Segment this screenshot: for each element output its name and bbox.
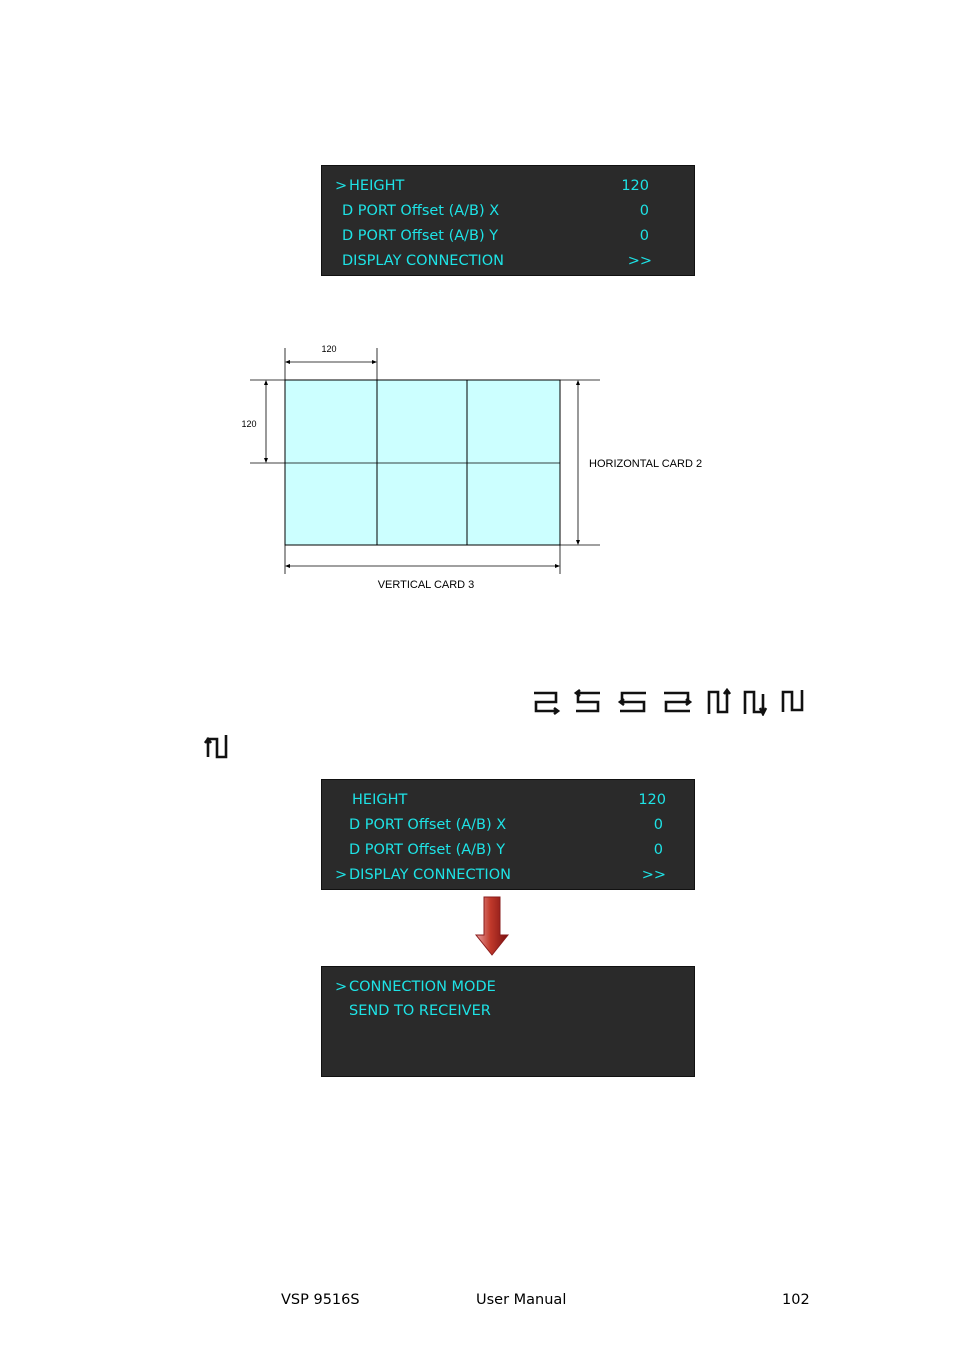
zigzag-up-icon[interactable] — [709, 690, 730, 714]
menu-row-value: 120 — [621, 178, 649, 194]
arrowhead — [264, 380, 268, 385]
menu-row-label: SEND TO RECEIVER — [349, 1003, 491, 1019]
footer-model: VSP 9516S — [281, 1292, 360, 1308]
snake-right-alt-icon[interactable] — [664, 693, 690, 711]
arrowhead — [576, 380, 580, 385]
menu-row-display-connection[interactable] — [322, 864, 694, 886]
arrowhead — [285, 360, 290, 364]
snake-right-icon[interactable] — [576, 690, 600, 711]
menu-row-value: >> — [641, 867, 666, 883]
menu-row-value: >> — [627, 253, 652, 269]
menu-row-label: CONNECTION MODE — [349, 979, 496, 995]
menu-row-connection-mode[interactable] — [322, 976, 694, 998]
arrowhead — [372, 360, 377, 364]
menu-row-label: D PORT Offset (A/B) Y — [342, 228, 499, 244]
menu-row-label: HEIGHT — [352, 792, 408, 808]
snake-left-icon[interactable] — [534, 693, 558, 714]
horizontal-card-label: HORIZONTAL CARD 2 — [589, 458, 703, 470]
connection-mode-icons — [530, 688, 808, 716]
card-layout-diagram — [230, 338, 730, 600]
footer-doc-title: User Manual — [476, 1292, 567, 1308]
arrowhead — [555, 564, 560, 568]
menu-row-value: 120 — [638, 792, 666, 808]
menu-row-label: D PORT Offset (A/B) Y — [349, 842, 506, 858]
menu-row-send-to-receiver[interactable] — [322, 1000, 694, 1022]
menu-row-display-connection[interactable] — [322, 250, 694, 272]
zigzag-up-alt-icon[interactable] — [204, 733, 234, 761]
zigzag-down-alt-icon[interactable] — [783, 690, 802, 712]
down-arrow-icon — [474, 895, 510, 957]
menu-row-dport-offset-x[interactable] — [322, 814, 694, 836]
menu-row-label: D PORT Offset (A/B) X — [342, 203, 500, 219]
arrowhead — [576, 540, 580, 545]
zigzag-down-icon[interactable] — [745, 692, 766, 714]
lcd-screen-connection-mode — [321, 966, 695, 1077]
screen-area — [285, 380, 560, 545]
menu-row-height[interactable] — [322, 175, 694, 197]
footer-page-number: 102 — [782, 1292, 810, 1308]
menu-row-label: DISPLAY CONNECTION — [349, 867, 511, 883]
menu-row-value: 0 — [639, 203, 649, 219]
vertical-card-label: VERTICAL CARD 3 — [377, 579, 475, 591]
lcd-screen-height-selected — [321, 165, 695, 276]
lcd-screen-display-connection-selected — [321, 779, 695, 890]
width-dimension-label: 120 — [321, 344, 337, 354]
arrowhead — [264, 458, 268, 463]
menu-row-label: D PORT Offset (A/B) X — [349, 817, 507, 833]
menu-cursor: > — [335, 979, 348, 995]
menu-row-value: 0 — [653, 842, 663, 858]
menu-cursor: > — [335, 867, 348, 883]
menu-row-dport-offset-y[interactable] — [322, 839, 694, 861]
menu-row-value: 0 — [639, 228, 649, 244]
snake-left-alt-icon[interactable] — [620, 693, 646, 711]
menu-row-label: DISPLAY CONNECTION — [342, 253, 504, 269]
menu-row-value: 0 — [653, 817, 663, 833]
menu-row-dport-offset-x[interactable] — [322, 200, 694, 222]
arrowhead — [285, 564, 290, 568]
menu-row-dport-offset-y[interactable] — [322, 225, 694, 247]
menu-cursor: > — [335, 178, 348, 194]
menu-row-height[interactable] — [322, 789, 694, 811]
menu-row-label: HEIGHT — [349, 178, 405, 194]
height-dimension-label: 120 — [241, 419, 257, 429]
